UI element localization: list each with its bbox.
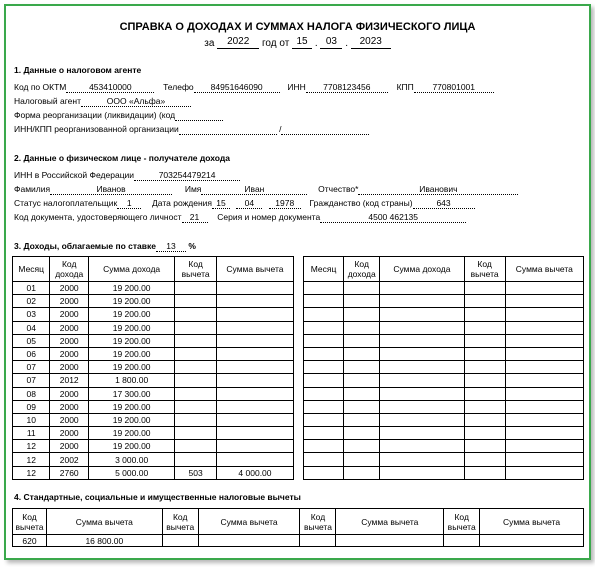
deduction-code-cell: 620 bbox=[13, 535, 47, 547]
empty-cell bbox=[464, 361, 505, 374]
deduction-code-cell bbox=[175, 413, 217, 426]
income-sum-cell: 1 800.00 bbox=[88, 374, 174, 387]
deduction-sum-cell bbox=[216, 295, 293, 308]
income-code-cell: 2760 bbox=[50, 466, 89, 479]
table-row bbox=[304, 427, 584, 440]
deduction-code-header: Код вычета bbox=[444, 509, 480, 535]
birth-day-field: 15 bbox=[212, 198, 230, 209]
section4-heading: 4. Стандартные, социальные и имущественные налоговые вычеты bbox=[14, 492, 301, 502]
citizenship-field: 643 bbox=[413, 198, 475, 209]
table-row bbox=[304, 361, 584, 374]
empty-cell bbox=[380, 282, 464, 295]
month-cell: 06 bbox=[13, 347, 50, 360]
income-code-cell: 2000 bbox=[50, 427, 89, 440]
empty-cell bbox=[304, 400, 344, 413]
empty-cell bbox=[344, 453, 380, 466]
income-code-header: Код дохода bbox=[344, 257, 380, 282]
deduction-code-cell bbox=[175, 321, 217, 334]
income-code-cell: 2000 bbox=[50, 400, 89, 413]
empty-cell bbox=[380, 440, 464, 453]
month-cell: 07 bbox=[13, 361, 50, 374]
deduction-code-cell bbox=[162, 535, 198, 547]
status-birth-row: Статус налогоплательщик 1 Дата рождения 15 04 1978 Гражданство (код страны) 643 bbox=[14, 198, 475, 209]
deduction-sum-header: Сумма вычета bbox=[336, 509, 444, 535]
empty-cell bbox=[380, 361, 464, 374]
empty-cell bbox=[304, 334, 344, 347]
deduction-sum-cell bbox=[216, 400, 293, 413]
page-title: СПРАВКА О ДОХОДАХ И СУММАХ НАЛОГА ФИЗИЧЕСКОГО ЛИЦА bbox=[119, 21, 476, 33]
income-sum-cell: 19 200.00 bbox=[88, 427, 174, 440]
empty-cell bbox=[344, 387, 380, 400]
empty-cell bbox=[344, 427, 380, 440]
deduction-code-header: Код вычета bbox=[162, 509, 198, 535]
income-code-cell: 2000 bbox=[50, 413, 89, 426]
empty-cell bbox=[304, 387, 344, 400]
deduction-sum-cell bbox=[216, 387, 293, 400]
table-row bbox=[13, 334, 294, 347]
person-name-row: Фамилия Иванов Имя Иван Отчество* Иванович bbox=[14, 184, 518, 195]
deduction-sum-cell bbox=[336, 535, 444, 547]
month-cell: 12 bbox=[13, 453, 50, 466]
table-row bbox=[304, 413, 584, 426]
income-code-cell: 2000 bbox=[50, 308, 89, 321]
table-row bbox=[304, 282, 584, 295]
empty-cell bbox=[380, 334, 464, 347]
deduction-code-cell bbox=[175, 334, 217, 347]
deduction-sum-cell bbox=[216, 347, 293, 360]
table-row bbox=[13, 321, 294, 334]
deduction-sum-cell bbox=[198, 535, 300, 547]
empty-cell bbox=[464, 308, 505, 321]
empty-cell bbox=[505, 440, 583, 453]
empty-cell bbox=[344, 466, 380, 479]
table-row bbox=[304, 295, 584, 308]
deduction-code-cell bbox=[444, 535, 480, 547]
empty-cell bbox=[304, 321, 344, 334]
empty-cell bbox=[344, 440, 380, 453]
empty-cell bbox=[380, 387, 464, 400]
doc-series-field: 4500 462135 bbox=[320, 212, 466, 223]
month-cell: 08 bbox=[13, 387, 50, 400]
deduction-sum-header: Сумма вычета bbox=[198, 509, 300, 535]
month-cell: 10 bbox=[13, 413, 50, 426]
empty-cell bbox=[344, 347, 380, 360]
empty-cell bbox=[304, 453, 344, 466]
empty-cell bbox=[380, 347, 464, 360]
empty-cell bbox=[464, 387, 505, 400]
table-row bbox=[13, 453, 294, 466]
empty-cell bbox=[344, 413, 380, 426]
table-row bbox=[304, 440, 584, 453]
doc-month: 03 bbox=[320, 36, 342, 49]
empty-cell bbox=[344, 295, 380, 308]
table-row bbox=[304, 400, 584, 413]
income-sum-cell: 19 200.00 bbox=[88, 334, 174, 347]
table-row bbox=[13, 413, 294, 426]
income-sum-cell: 19 200.00 bbox=[88, 400, 174, 413]
deduction-sum-cell bbox=[216, 427, 293, 440]
income-code-cell: 2000 bbox=[50, 295, 89, 308]
empty-cell bbox=[505, 334, 583, 347]
empty-cell bbox=[464, 321, 505, 334]
table-row bbox=[304, 466, 584, 479]
empty-cell bbox=[380, 295, 464, 308]
table-row bbox=[304, 334, 584, 347]
empty-cell bbox=[505, 427, 583, 440]
empty-cell bbox=[505, 282, 583, 295]
empty-cell bbox=[464, 413, 505, 426]
month-cell: 03 bbox=[13, 308, 50, 321]
first-name-field: Иван bbox=[201, 184, 307, 195]
deduction-sum-header: Сумма вычета bbox=[480, 509, 584, 535]
empty-cell bbox=[464, 400, 505, 413]
income-sum-cell: 19 200.00 bbox=[88, 308, 174, 321]
empty-cell bbox=[304, 466, 344, 479]
empty-cell bbox=[380, 453, 464, 466]
deduction-code-header: Код вычета bbox=[300, 509, 336, 535]
income-sum-cell: 19 200.00 bbox=[88, 440, 174, 453]
id-document-row: Код документа, удостоверяющего личност 21 Серия и номер документа 4500 462135 bbox=[14, 212, 466, 223]
deduction-code-cell bbox=[175, 361, 217, 374]
empty-cell bbox=[380, 427, 464, 440]
income-sum-cell: 19 200.00 bbox=[88, 347, 174, 360]
status-field: 1 bbox=[117, 198, 141, 209]
empty-cell bbox=[464, 334, 505, 347]
section3-heading: 3. Доходы, облагаемые по ставке 13 % bbox=[14, 241, 196, 251]
month-header: Месяц bbox=[13, 257, 50, 282]
empty-cell bbox=[304, 282, 344, 295]
empty-cell bbox=[344, 308, 380, 321]
table-row bbox=[304, 308, 584, 321]
income-sum-cell: 19 200.00 bbox=[88, 295, 174, 308]
empty-cell bbox=[464, 282, 505, 295]
empty-cell bbox=[464, 427, 505, 440]
month-cell: 05 bbox=[13, 334, 50, 347]
deduction-code-cell bbox=[175, 295, 217, 308]
empty-cell bbox=[505, 387, 583, 400]
table-row bbox=[13, 440, 294, 453]
deduction-sum-cell bbox=[216, 321, 293, 334]
empty-cell bbox=[464, 374, 505, 387]
birth-year-field: 1978 bbox=[269, 198, 301, 209]
reorg-inn-row: ИНН/КПП реорганизованной организации / bbox=[14, 124, 369, 135]
table-row bbox=[13, 282, 294, 295]
deduction-sum-cell bbox=[216, 361, 293, 374]
birth-month-field: 04 bbox=[236, 198, 262, 209]
income-code-cell: 2000 bbox=[50, 321, 89, 334]
table-row bbox=[304, 374, 584, 387]
month-header: Месяц bbox=[304, 257, 344, 282]
report-period: за 2022 год от 15 . 03 . 2023 bbox=[6, 36, 589, 49]
income-table-right bbox=[303, 256, 584, 480]
month-cell: 04 bbox=[13, 321, 50, 334]
deduction-sum-cell bbox=[216, 453, 293, 466]
deduction-sum-cell bbox=[216, 374, 293, 387]
deduction-sum-cell bbox=[480, 535, 584, 547]
empty-cell bbox=[464, 466, 505, 479]
reorg-inn-field bbox=[179, 124, 277, 135]
patronymic-field: Иванович bbox=[358, 184, 518, 195]
table-row bbox=[304, 347, 584, 360]
empty-cell bbox=[344, 374, 380, 387]
table-row bbox=[13, 387, 294, 400]
income-table-left bbox=[12, 256, 294, 480]
income-sum-header: Сумма дохода bbox=[380, 257, 464, 282]
section2-heading: 2. Данные о физическом лице - получателе дохода bbox=[14, 153, 230, 163]
deduction-code-cell bbox=[175, 400, 217, 413]
tax-rate-field: 13 bbox=[156, 241, 186, 252]
empty-cell bbox=[464, 453, 505, 466]
deduction-sum-cell: 4 000.00 bbox=[216, 466, 293, 479]
table-row bbox=[13, 400, 294, 413]
deduction-code-cell bbox=[175, 453, 217, 466]
report-year: 2022 bbox=[217, 36, 259, 49]
empty-cell bbox=[304, 308, 344, 321]
income-code-cell: 2002 bbox=[50, 453, 89, 466]
empty-cell bbox=[304, 427, 344, 440]
empty-cell bbox=[505, 361, 583, 374]
empty-cell bbox=[505, 400, 583, 413]
surname-field: Иванов bbox=[50, 184, 172, 195]
empty-cell bbox=[464, 347, 505, 360]
deduction-sum-header: Сумма вычета bbox=[505, 257, 583, 282]
empty-cell bbox=[505, 321, 583, 334]
deduction-code-cell bbox=[300, 535, 336, 547]
deduction-sum-cell bbox=[216, 440, 293, 453]
income-sum-cell: 3 000.00 bbox=[88, 453, 174, 466]
income-code-cell: 2000 bbox=[50, 347, 89, 360]
certificate-form bbox=[4, 4, 591, 560]
deduction-code-cell bbox=[175, 387, 217, 400]
empty-cell bbox=[380, 466, 464, 479]
deductions-table bbox=[12, 508, 584, 547]
month-cell: 02 bbox=[13, 295, 50, 308]
empty-cell bbox=[505, 466, 583, 479]
empty-cell bbox=[380, 321, 464, 334]
income-code-cell: 2012 bbox=[50, 374, 89, 387]
agent-name-row: Налоговый агент ООО «Альфа» bbox=[14, 96, 191, 107]
empty-cell bbox=[344, 321, 380, 334]
doc-code-field: 21 bbox=[182, 212, 208, 223]
kpp-field: 770801001 bbox=[414, 82, 494, 93]
empty-cell bbox=[304, 361, 344, 374]
income-sum-cell: 19 200.00 bbox=[88, 321, 174, 334]
empty-cell bbox=[304, 347, 344, 360]
deduction-sum-cell bbox=[216, 308, 293, 321]
person-inn-row: ИНН в Российской Федерации 703254479214 bbox=[14, 170, 240, 181]
table-row bbox=[13, 347, 294, 360]
deduction-code-cell bbox=[175, 308, 217, 321]
reorg-kpp-field bbox=[281, 124, 369, 135]
phone-field: 84951646090 bbox=[194, 82, 280, 93]
income-code-cell: 2000 bbox=[50, 440, 89, 453]
doc-day: 15 bbox=[292, 36, 312, 49]
income-sum-cell: 19 200.00 bbox=[88, 361, 174, 374]
month-cell: 09 bbox=[13, 400, 50, 413]
income-code-cell: 2000 bbox=[50, 387, 89, 400]
deduction-code-cell: 503 bbox=[175, 466, 217, 479]
month-cell: 01 bbox=[13, 282, 50, 295]
empty-cell bbox=[380, 308, 464, 321]
agent-inn-field: 7708123456 bbox=[306, 82, 388, 93]
income-sum-cell: 19 200.00 bbox=[88, 282, 174, 295]
income-code-cell: 2000 bbox=[50, 334, 89, 347]
empty-cell bbox=[505, 413, 583, 426]
deduction-code-header: Код вычета bbox=[175, 257, 217, 282]
deduction-code-cell bbox=[175, 347, 217, 360]
oktmo-field: 453410000 bbox=[66, 82, 154, 93]
month-cell: 12 bbox=[13, 440, 50, 453]
empty-cell bbox=[464, 295, 505, 308]
empty-cell bbox=[344, 400, 380, 413]
month-cell: 11 bbox=[13, 427, 50, 440]
table-row bbox=[13, 361, 294, 374]
deduction-sum-header: Сумма вычета bbox=[46, 509, 162, 535]
doc-year: 2023 bbox=[351, 36, 391, 49]
empty-cell bbox=[344, 334, 380, 347]
empty-cell bbox=[380, 413, 464, 426]
agent-name-field: ООО «Альфа» bbox=[81, 96, 191, 107]
table-row bbox=[304, 453, 584, 466]
section1-heading: 1. Данные о налоговом агенте bbox=[14, 65, 142, 75]
reorg-form-field bbox=[175, 110, 223, 121]
income-code-cell: 2000 bbox=[50, 361, 89, 374]
income-sum-cell: 17 300.00 bbox=[88, 387, 174, 400]
deduction-sum-cell bbox=[216, 413, 293, 426]
table-row bbox=[13, 466, 294, 479]
empty-cell bbox=[505, 374, 583, 387]
deduction-sum-header: Сумма вычета bbox=[216, 257, 293, 282]
deduction-sum-cell bbox=[216, 282, 293, 295]
deduction-sum-cell bbox=[216, 334, 293, 347]
empty-cell bbox=[304, 440, 344, 453]
empty-cell bbox=[380, 400, 464, 413]
income-code-cell: 2000 bbox=[50, 282, 89, 295]
table-row bbox=[13, 308, 294, 321]
deduction-code-cell bbox=[175, 282, 217, 295]
month-cell: 07 bbox=[13, 374, 50, 387]
deduction-code-cell bbox=[175, 374, 217, 387]
deduction-code-cell bbox=[175, 440, 217, 453]
deduction-sum-cell: 16 800.00 bbox=[46, 535, 162, 547]
empty-cell bbox=[304, 374, 344, 387]
empty-cell bbox=[380, 374, 464, 387]
table-row bbox=[13, 427, 294, 440]
empty-cell bbox=[304, 295, 344, 308]
table-row bbox=[304, 387, 584, 400]
person-inn-field: 703254479214 bbox=[134, 170, 240, 181]
empty-cell bbox=[505, 295, 583, 308]
table-row bbox=[13, 295, 294, 308]
empty-cell bbox=[505, 347, 583, 360]
income-code-header: Код дохода bbox=[50, 257, 89, 282]
income-sum-cell: 5 000.00 bbox=[88, 466, 174, 479]
empty-cell bbox=[505, 453, 583, 466]
income-sum-cell: 19 200.00 bbox=[88, 413, 174, 426]
empty-cell bbox=[304, 413, 344, 426]
month-cell: 12 bbox=[13, 466, 50, 479]
income-sum-header: Сумма дохода bbox=[88, 257, 174, 282]
deduction-code-cell bbox=[175, 427, 217, 440]
table-row bbox=[13, 374, 294, 387]
agent-codes-row: Код по ОКТМ 453410000 Телефо 84951646090 ИНН 7708123456 КПП 770801001 bbox=[14, 82, 494, 93]
deduction-code-header: Код вычета bbox=[464, 257, 505, 282]
deduction-code-header: Код вычета bbox=[13, 509, 47, 535]
table-row bbox=[304, 321, 584, 334]
empty-cell bbox=[344, 282, 380, 295]
empty-cell bbox=[344, 361, 380, 374]
reorg-form-row: Форма реорганизации (ликвидации) (код bbox=[14, 110, 223, 121]
empty-cell bbox=[464, 440, 505, 453]
empty-cell bbox=[505, 308, 583, 321]
